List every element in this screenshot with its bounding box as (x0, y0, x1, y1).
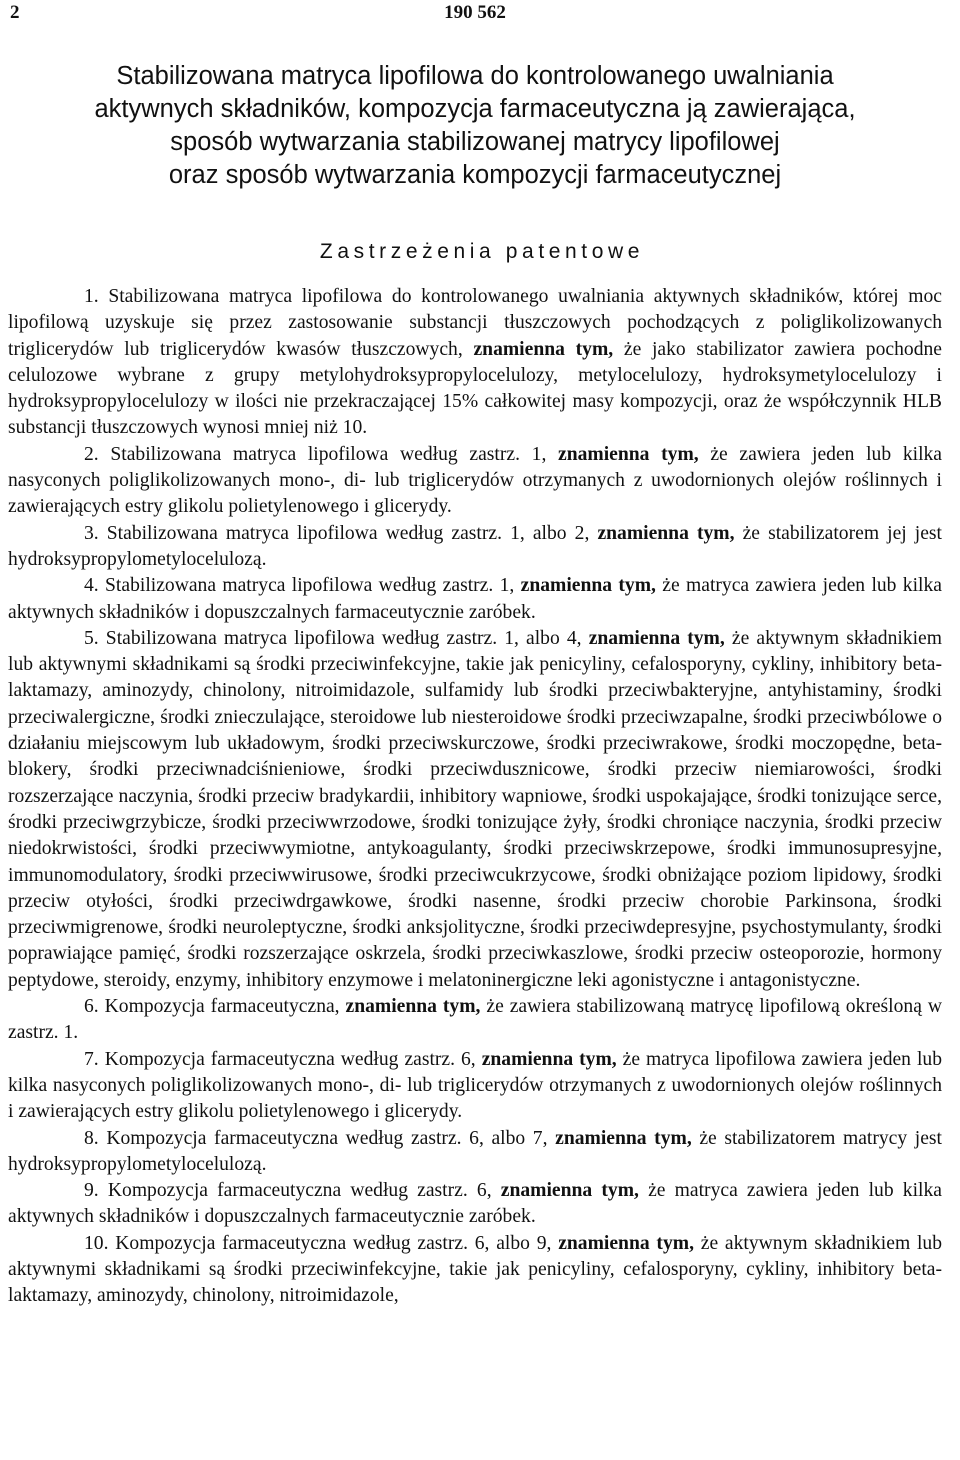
claim-number: 4. (84, 575, 99, 597)
claim-keyword: znamienna tym, (500, 1180, 639, 1202)
claim-keyword: znamienna tym, (558, 1232, 694, 1254)
claim-text: że matryca lipofilowa zawiera jeden lub kilka nasyconych poliglikolizowanych mono-, di- lub triglicerydów otrzymanych z uwodornionych olejów roślinnych i zawierających estry glikolu polietylenowego i glicerydy. (8, 1048, 943, 1123)
claim-2 (8, 442, 942, 521)
claim-8 (8, 1126, 942, 1179)
claim-text: że aktywnym składnikiem lub aktywnymi składnikami są środki przeciwinfekcyjne, takie jak penicyliny, cefalosporyny, cykliny, inhibitory beta-laktamazy, aminozydy, chinolony, nitroimidazole, (8, 1232, 942, 1307)
claim-text: Stabilizowana matryca lipofilowa według zastrz. 1, (98, 575, 521, 597)
document-title (8, 60, 942, 192)
claim-keyword: znamienna tym, (473, 338, 614, 360)
patent-number: 190 562 (444, 2, 506, 23)
claim-9 (8, 1178, 942, 1231)
claim-1 (8, 284, 942, 442)
section-heading: Zastrzeżenia patentowe (319, 240, 645, 263)
claim-text: że stabilizatorem jej jest hydroksypropylometylocelulozą. (8, 522, 943, 570)
claim-5 (8, 626, 942, 994)
claim-text: Kompozycja farmaceutyczna według zastrz. 6, (98, 1180, 501, 1202)
page-header (8, 0, 942, 30)
claim-3 (8, 521, 942, 574)
claim-7 (8, 1047, 942, 1126)
claim-keyword: znamienna tym, (555, 1127, 692, 1149)
claim-text: Kompozycja farmaceutyczna według zastrz. 6, (98, 1048, 482, 1070)
claim-number: 9. (84, 1180, 99, 1202)
claim-text: że jako stabilizator zawiera pochodne celulozowe wybrane z grupy metylohydroksypropylocelulozy, metylocelulozy, hydroksymetylocelulozy i hydroksypropylocelulozy w ilości nie przekraczającej 15% całkowitej masy kompozycji, oraz że współczynnik HLB substancji tłuszczowych wynosi mniej niż 10. (8, 338, 942, 439)
claim-10 (8, 1231, 942, 1310)
claims-list (8, 284, 942, 1310)
claim-keyword: znamienna tym, (588, 627, 725, 649)
claim-text: że zawiera stabilizowaną matrycę lipofilową określoną w zastrz. 1. (8, 996, 942, 1044)
claim-keyword: znamienna tym, (481, 1048, 617, 1070)
claim-text: Stabilizowana matryca lipofilowa według zastrz. 1, albo 4, (98, 627, 589, 649)
claim-number: 3. (84, 522, 99, 544)
claim-text: Stabilizowana matryca lipofilowa według zastrz. 1, (98, 443, 559, 465)
claim-keyword: znamienna tym, (558, 443, 699, 465)
claim-text: Kompozycja farmaceutyczna, (98, 996, 346, 1018)
claim-text: Kompozycja farmaceutyczna według zastrz. 6, albo 7, (98, 1127, 556, 1149)
claim-text: że zawiera jeden lub kilka nasyconych poliglikolizowanych mono-, di- lub triglicerydów otrzymanych z uwodornionych olejów roślinnych i zawierających estry glikolu polietylenowego i glicerydy. (8, 443, 943, 518)
title-line: oraz sposób wytwarzania kompozycji farmaceutycznej (168, 161, 782, 189)
title-line: sposób wytwarzania stabilizowanej matrycy lipofilowej (170, 128, 780, 156)
claim-text: Kompozycja farmaceutyczna według zastrz. 6, albo 9, (108, 1232, 559, 1254)
claim-text: że matryca zawiera jeden lub kilka aktywnych składników i dopuszczalnych farmaceutycznie zaróbek. (8, 575, 942, 623)
claim-number: 2. (84, 443, 99, 465)
title-line: Stabilizowana matryca lipofilowa do kontrolowanego uwalniania (116, 62, 834, 90)
claim-6 (8, 994, 942, 1047)
claim-number: 1. (84, 286, 99, 307)
claim-text: że stabilizatorem matrycy jest hydroksypropylometylocelulozą. (8, 1127, 942, 1175)
claim-number: 6. (84, 996, 99, 1018)
claim-4 (8, 573, 942, 626)
claim-text: Stabilizowana matryca lipofilowa według zastrz. 1, albo 2, (98, 522, 598, 544)
claim-keyword: znamienna tym, (597, 522, 735, 544)
claim-number: 10. (84, 1232, 109, 1254)
claim-keyword: znamienna tym, (520, 575, 656, 597)
claim-keyword: znamienna tym, (345, 996, 481, 1018)
title-line: aktywnych składników, kompozycja farmaceutyczna ją zawierająca, (94, 95, 856, 123)
claim-number: 7. (84, 1048, 99, 1070)
claim-text: że matryca zawiera jeden lub kilka aktywnych składników i dopuszczalnych farmaceutycznie zaróbek. (8, 1180, 942, 1228)
claim-number: 5. (84, 627, 99, 649)
claim-text: że aktywnym składnikiem lub aktywnymi składnikami są środki przeciwinfekcyjne, takie jak penicyliny, cefalosporyny, cykliny, inhibitory beta-laktamazy, aminozydy, chinolony, nitroimidazole, sulfamidy lub środki przeciwbakteryjne, antyhistaminy, środki przeciwalergiczne, środki znieczulające, steroidowe lub niesteroidowe środki przeciwzapalne, środki przeciwbólowe o działaniu miejscowym lub układowym, środki przeciwskurczowe, środki przeciwrakowe, środki moczopędne, beta-blokery, środki przeciwnadciśnieniowe, środki przeciwdusznicowe, środki przeciw niemiarowości, środki rozszerzające naczynia, środki przeciw bradykardii, inhibitory wapniowe, środki uspokajające, środki tonizujące serce, środki przeciwgrzybicze, środki przeciwwrzodowe, środki tonizujące żyły, środki chroniące naczynia, środki przeciw niedokrwistości, środki przeciwwymiotne, antykoagulanty, środki przeciwskrzepowe, środki immunosupresyjne, immunomodulatory, środki przeciwwirusowe, środki przeciwcukrzycowe, środki obniżające poziom lipidowy, środki przeciw otyłości, środki przeciwdrgawkowe, środki nasenne, środki przeciw chorobie Parkinsona, środki przeciwmigrenowe, środki neuroleptyczne, środki anksjolityczne, środki przeciwdepresyjne, psychostymulanty, środki poprawiające pamięć, środki rozszerzające oskrzela, środki przeciwkaszlowe, środki przeciw osteoporozie, hormony peptydowe, steroidy, enzymy, inhibitory enzymowe i melatoninergiczne leki agonistyczne i antagonistyczne. (8, 627, 942, 991)
claim-text: Stabilizowana matryca lipofilowa do kontrolowanego uwalniania aktywnych składników, której moc lipofilową uzyskuje się przez zastosowanie substancji tłuszczowych pochodzących z poliglikolizowanych triglicerydów lub triglicerydów kwasów tłuszczowych, (8, 286, 942, 360)
claim-number: 8. (84, 1127, 99, 1149)
page-number: 2 (10, 2, 20, 23)
